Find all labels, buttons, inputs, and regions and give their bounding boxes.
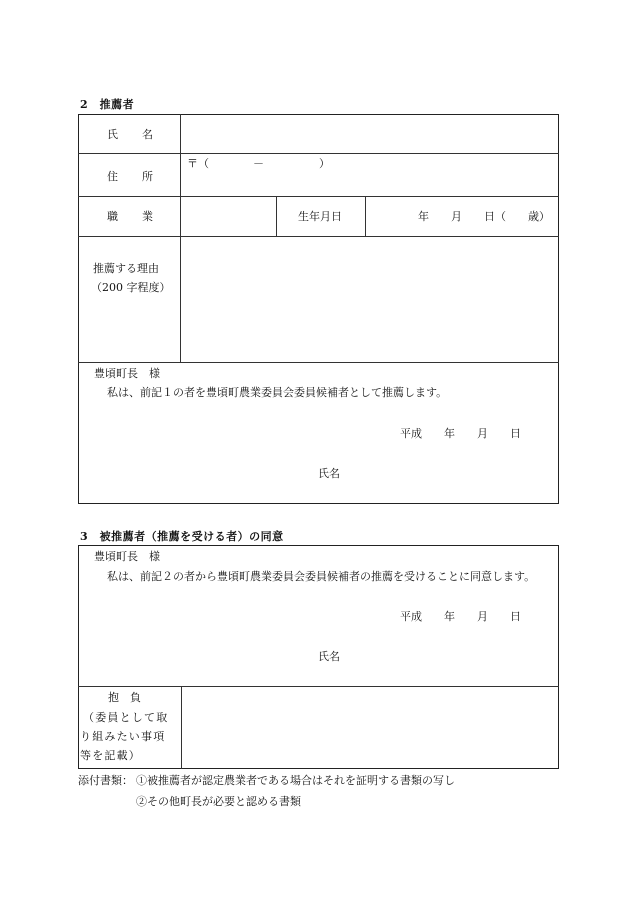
column-divider bbox=[276, 196, 277, 236]
dob-label: 生年月日 bbox=[298, 210, 342, 223]
attachment-item: ②その他町長が必要と認める書類 bbox=[136, 795, 301, 808]
address-label-part: 所 bbox=[142, 170, 153, 183]
addressee: 豊頃町長 様 bbox=[94, 367, 160, 380]
row-divider bbox=[78, 153, 559, 154]
column-divider bbox=[365, 196, 366, 236]
recommender-occupation-field[interactable] bbox=[182, 198, 274, 235]
aspiration-note: （委員として取 bbox=[83, 711, 169, 724]
consent-statement: 私は、前記２の者から豊頃町農業委員会委員候補者の推薦を受けることに同意します。 bbox=[107, 570, 536, 583]
recommender-address-field[interactable] bbox=[182, 172, 557, 195]
aspiration-note: り組みたい事項 bbox=[80, 730, 166, 743]
row-divider bbox=[78, 686, 559, 687]
recommender-name-field[interactable] bbox=[182, 116, 557, 152]
attachments-label: 添付書類： bbox=[78, 774, 133, 787]
aspiration-note: 等を記載） bbox=[80, 749, 141, 762]
nominee-signature-field[interactable] bbox=[345, 645, 545, 667]
label-column-divider bbox=[180, 114, 181, 362]
recommendation-reason-field[interactable] bbox=[182, 238, 557, 361]
attachment-item: ①被推薦者が認定農業者である場合はそれを証明する書類の写し bbox=[136, 774, 455, 787]
addressee: 豊頃町長 様 bbox=[94, 550, 160, 563]
address-label-part: 住 bbox=[107, 170, 118, 183]
section-3-heading: 3 被推薦者（推薦を受ける者）の同意 bbox=[80, 530, 284, 543]
dob-field[interactable]: 年 月 日（ 歳） bbox=[418, 210, 550, 223]
name-label-part: 氏 bbox=[107, 128, 118, 141]
recommender-signature-field[interactable] bbox=[345, 462, 545, 484]
recommendation-statement: 私は、前記１の者を豊頃町農業委員会委員候補者として推薦します。 bbox=[107, 386, 448, 399]
date-line[interactable]: 平成 年 月 日 bbox=[400, 427, 521, 440]
row-divider bbox=[78, 196, 559, 197]
section-2-heading: 2 推薦者 bbox=[80, 98, 135, 111]
occupation-label-part: 業 bbox=[142, 210, 153, 223]
reason-label: 推薦する理由 bbox=[93, 262, 159, 275]
row-divider bbox=[78, 236, 559, 237]
name-label-part: 名 bbox=[142, 128, 153, 141]
reason-note: （200 字程度） bbox=[91, 281, 171, 294]
occupation-label-part: 職 bbox=[107, 210, 118, 223]
aspiration-field[interactable] bbox=[183, 688, 557, 767]
aspiration-label: 抱 負 bbox=[108, 691, 141, 704]
postal-code-field[interactable]: 〒（ － ） bbox=[187, 157, 330, 170]
date-line[interactable]: 平成 年 月 日 bbox=[400, 610, 521, 623]
signature-label: 氏名 bbox=[318, 650, 340, 663]
signature-label: 氏名 bbox=[318, 467, 340, 480]
label-column-divider bbox=[181, 686, 182, 769]
row-divider bbox=[78, 362, 559, 363]
